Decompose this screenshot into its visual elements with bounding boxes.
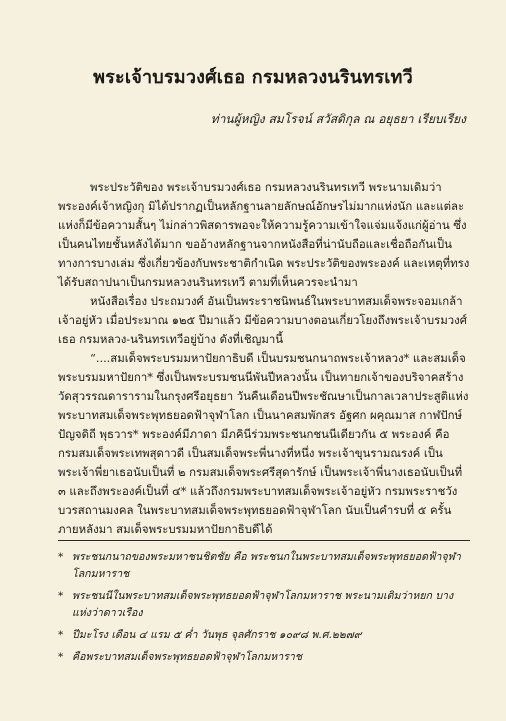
footnote bbox=[58, 627, 470, 644]
paragraph: หนังสือเรื่อง ประถมวงศ์ อันเป็นพระราชนิพนธ์ในพระบาทสมเด็จพระจอมเกล้าเจ้าอยู่หัว เมื่อประมาณ ๑๒๕ ปีมาแล้ว มีข้อความบางตอนเกี่ยวโยงถึงพระเจ้าบรมวงศ์เธอ กรมหลวง-นรินทรเทวีอยู่บ้าง ดังที่เชิญมานี้ bbox=[58, 294, 467, 346]
paragraph: “....สมเด็จพระบรมมหาปัยกาธิบดี เป็นบรมชนกนาถพระเจ้าหลวง* และสมเด็จพระบรมมหาปัยกา* ซึ่งเป็นพระบรมชนนีพันปีหลวงนั้น เป็นทายกเจ้าของบริจาคสร้างวัดสุวรรณดารารามในกรุงศรีอยุธยา วันคืนเดือนปีพระชัณษาเป็นกาลเวลาประสูติแห่งพระบาทสมเด็จพระพุทธยอดฟ้าจุฬาโลก เป็นนาคสมพักสร อัฐศก ผคุณมาส กาฬปักษ์ ปัญจดิถี พุธวาร* พระองค์มีภาดา มีภคินีร่วมพระชนกชนนีเดียวกัน ๕ พระองค์ คือ กรมสมเด็จพระเทพสุดาวดี เป็นสมเด็จพระพี่นางที่หนึ่ง พระเจ้าขุนรามณรงค์ เป็นพระเจ้าพี่ยาเธอนับเป็นที่ ๒ กรมสมเด็จพระศรีสุดารักษ์ เป็นพระเจ้าพี่นางเธอนับเป็นที่ ๓ และถึงพระองค์เป็นที่ ๔* แล้วถึงกรมพระบาทสมเด็จพระเจ้าอยู่หัว กรมพระราชวังบวรสถานมงคล ในพระบาทสมเด็จพระพุทธยอดฟ้าจุฬาโลก นับเป็นคำรบที่ ๕ ครั้นภายหลังมา สมเด็จพระบรมมหาปัยกาธิบดีได้ bbox=[58, 351, 469, 536]
footnote-text: พระชนกนาถของพระมหาชนชิตชัย คือ พระชนกในพระบาทสมเด็จพระพุทธยอดฟ้าจุฬาโลกมหาราช bbox=[72, 551, 461, 580]
footnote-mark: * bbox=[58, 629, 64, 641]
footnote bbox=[58, 649, 470, 666]
paragraph: พระประวัติของ พระเจ้าบรมวงศ์เธอ กรมหลวงนรินทรเทวี พระนามเดิมว่า พระองค์เจ้าหญิงกุ มิได้ปรากฏเป็นหลักฐานลายลักษณ์อักษรไม่มากแห่งนัก และแต่ละแห่งก็มีข้อความสั้นๆ ไม่กล่าวพิสดารพอจะให้ความรู้ความเข้าใจแจ่มแจ้งแก่ผู้อ่าน ซึ่งเป็นคนไทยชั้นหลังได้มาก ขออ้างหลักฐานจากหนังสือที่น่านับถือและเชื่อถือกันเป็นทางการบางเล่ม ซึ่งเกี่ยวข้องกับพระชาติกำเนิด พระประวัติของพระองค์ และเหตุที่ทรงได้รับสถาปนาเป็นกรมหลวงนรินทรเทวี ตามที่เห็นควรจะนำมา bbox=[58, 180, 470, 289]
author-byline: ท่านผู้หญิง สมโรจน์ สวัสดิกุล ณ อยุธยา เรียบเรียง bbox=[210, 112, 466, 126]
footnote-divider bbox=[58, 540, 470, 541]
footnote-text: พระชนนีในพระบาทสมเด็จพระพุทธยอดฟ้าจุฬาโลกมหาราช พระนามเดิมว่าหยก บางแห่งว่าดาวเรือง bbox=[72, 590, 454, 619]
footnote bbox=[58, 588, 470, 622]
footnote-text: คือพระบาทสมเด็จพระพุทธยอดฟ้าจุฬาโลกมหาราช bbox=[72, 651, 303, 663]
footnote-mark: * bbox=[58, 551, 64, 563]
footnotes bbox=[58, 549, 470, 671]
body-text bbox=[58, 178, 470, 539]
footnote-mark: * bbox=[58, 651, 64, 663]
footnote-text: ปีมะโรง เดือน ๔ แรม ๕ ค่ำ วันพุธ จุลศักราช ๑๐๙๘ พ.ศ.๒๒๗๙ bbox=[72, 629, 362, 641]
document-title: พระเจ้าบรมวงศ์เธอ กรมหลวงนรินทรเทวี bbox=[93, 67, 413, 88]
footnote-mark: * bbox=[58, 590, 64, 602]
footnote bbox=[58, 549, 470, 583]
